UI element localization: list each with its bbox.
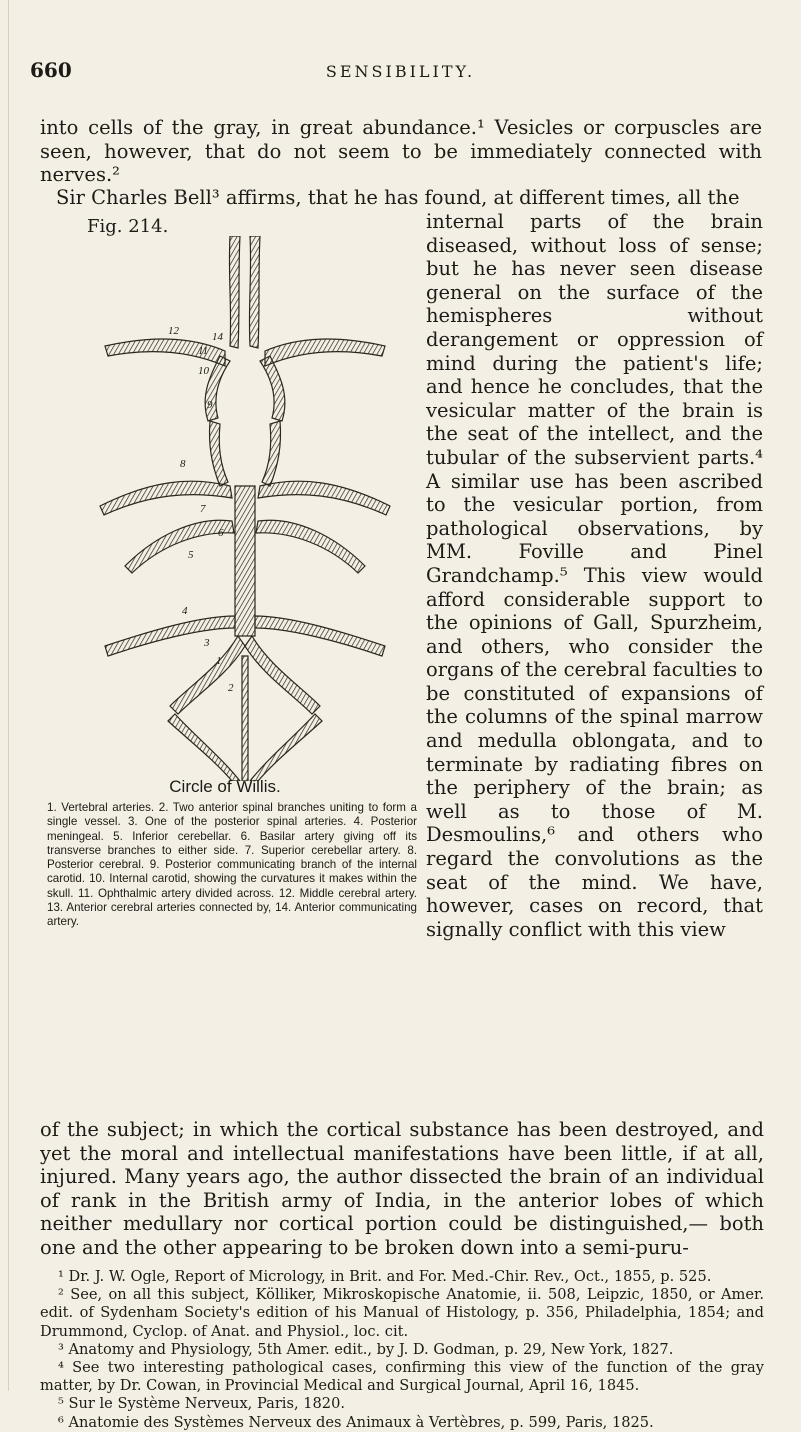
- opening-paragraph: [40, 116, 762, 187]
- page-number: 660: [30, 58, 72, 82]
- anterior-cerebral-artery-left: [229, 236, 240, 348]
- second-paragraph-column: [426, 210, 763, 941]
- figure-number-1: 1: [216, 655, 222, 667]
- vertebral-artery-right: [245, 636, 320, 714]
- posterior-communicating-right: [262, 421, 281, 486]
- figure-caption: 1. Vertebral arteries. 2. Two anterior spinal branches uniting to form a single vessel. 3. One of the posterior spinal arteries. 4. Posterior meningeal. 5. Inferior cerebellar. 6. Basilar artery giving off its transverse branches to either side. 7. Superior cerebellar artery. 8. Posterior cerebral. 9. Posterior communicating branch of the internal carotid. 10. Internal carotid, showing the curvatures it makes within the skull. 11. Ophthalmic artery divided across. 12. Middle cerebral artery. 13. Anterior cerebral arteries connected by, 14. Anterior communicating artery.: [47, 801, 417, 929]
- figure-number-14: 14: [212, 331, 223, 343]
- figure-number-12: 12: [168, 325, 179, 337]
- figure-number-4: 4: [182, 605, 188, 617]
- footnote-2: ² See, on all this subject, Kölliker, Mikroskopische Anatomie, ii. 508, Leipzic, 1850, or Amer. edit. of Sydenham Society's edition of his Manual of Histology, p. 356, Philadelphia, 1854; and Drummond, Cyclop. of Anat. and Physiol., loc. cit.: [40, 1286, 764, 1340]
- figure-label: Fig. 214.: [87, 216, 169, 237]
- posterior-spinal-right: [250, 714, 322, 781]
- inferior-cerebellar-left: [105, 616, 235, 656]
- footnotes: [40, 1268, 764, 1432]
- anterior-cerebral-artery-right: [249, 236, 260, 348]
- figure-number-10: 10: [198, 365, 209, 377]
- page-edge-line: [8, 0, 9, 1391]
- figure-number-2: 2: [228, 682, 234, 694]
- page-header: [30, 58, 771, 88]
- second-paragraph-column-text: internal parts of the brain diseased, without loss of sense; but he has never seen disease general on the surface of the hemispheres without derangement or oppression of mind during the patient's life; and hence he concludes, that the vesicular matter of the brain is the seat of the intellect, and the tubular of the subservient parts.⁴ A similar use has been ascribed to the vesicular portion, from pathological observations, by MM. Foville and Pinel Grandchamp.⁵ This view would afford considerable support to the opinions of Gall, Spurzheim, and others, who consider the organs of the cerebral faculties to be constituted of expansions of the columns of the spinal marrow and medulla oblongata, and to terminate by radiating fibres on the periphery of the brain; as well as to those of M. Desmoulins,⁶ and others who regard the convolutions as the seat of the mind. We have, however, cases on record, that signally conflict with this view: [426, 210, 763, 941]
- second-paragraph-continuation: [40, 1118, 764, 1260]
- internal-carotid-right: [260, 356, 285, 421]
- opening-paragraph-text: into cells of the gray, in great abundance.¹ Vesicles or corpuscles are seen, however, that do not seem to be immediately connected with nerves.²: [40, 116, 762, 187]
- circle-of-willis-illustration: [80, 236, 410, 781]
- superior-cerebellar-right: [256, 520, 365, 573]
- inferior-cerebellar-right: [255, 616, 385, 656]
- figure-number-9: 9: [207, 399, 213, 411]
- footnote-6: ⁶ Anatomie des Systèmes Nerveux des Animaux à Vertèbres, p. 599, Paris, 1825.: [58, 1413, 654, 1431]
- posterior-cerebral-left: [100, 481, 232, 515]
- footnote-5: ⁵ Sur le Système Nerveux, Paris, 1820.: [58, 1395, 346, 1413]
- posterior-communicating-left: [209, 421, 228, 486]
- running-head: SENSIBILITY.: [325, 62, 476, 81]
- anterior-spinal-artery: [242, 656, 248, 781]
- posterior-spinal-left: [168, 714, 240, 781]
- footnote-4: ⁴ See two interesting pathological cases, confirming this view of the function of the gray matter, by Dr. Cowan, in Provincial Medical and Surgical Journal, April 16, 1845.: [40, 1359, 764, 1395]
- figure-number-7: 7: [200, 503, 206, 515]
- figure-title: Circle of Willis.: [169, 777, 281, 796]
- middle-cerebral-artery-right: [265, 339, 385, 366]
- figure-number-8: 8: [180, 458, 186, 470]
- figure-number-11: 11: [198, 345, 209, 357]
- footnote-1: ¹ Dr. J. W. Ogle, Report of Micrology, in Brit. and For. Med.-Chir. Rev., Oct., 1855, p. 525.: [58, 1268, 712, 1285]
- footnote-3: ³ Anatomy and Physiology, 5th Amer. edit., by J. D. Godman, p. 29, New York, 1827.: [58, 1340, 674, 1358]
- second-paragraph-first-line: Sir Charles Bell³ affirms, that he has found, at different times, all the: [56, 186, 740, 209]
- figure-number-5: 5: [188, 549, 194, 561]
- figure-number-6: 6: [218, 527, 224, 539]
- basilar-artery: [235, 486, 255, 636]
- posterior-cerebral-right: [258, 481, 390, 515]
- figure-number-3: 3: [204, 637, 210, 649]
- second-paragraph-continuation-text: of the subject; in which the cortical substance has been destroyed, and yet the moral and intellectual manifestations have been little, if at all, injured. Many years ago, the author dissected the brain of an individual of rank in the British army of India, in the anterior lobes of which neither medullary nor cortical portion could be distinguished,— both one and the other appearing to be broken down into a semi-puru-: [40, 1118, 764, 1259]
